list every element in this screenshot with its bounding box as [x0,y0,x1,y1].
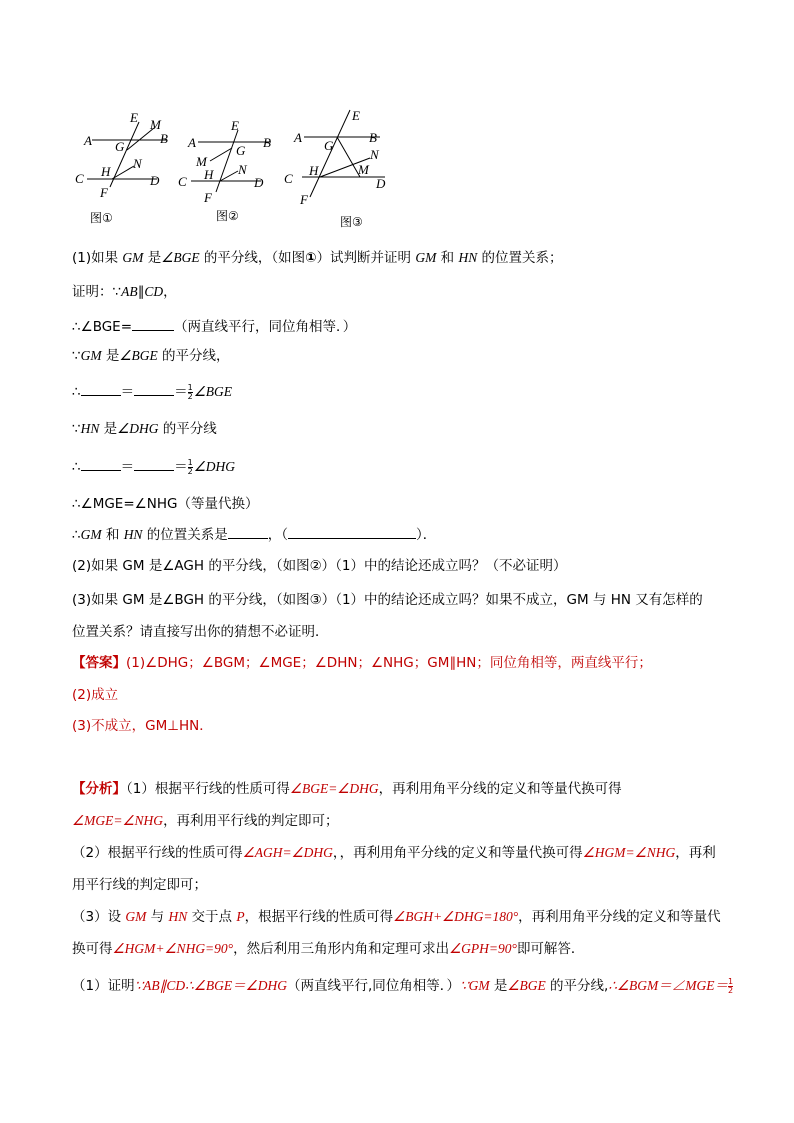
answer-blank[interactable] [81,456,121,471]
fraction-half: $\frac{1}{2}$ [187,457,193,476]
fig2-label-B: B [263,135,271,150]
figure-2 [176,110,286,229]
fig1-label-C: C [75,171,84,186]
answer-label: 【答案】 [72,655,126,671]
proof-line-7: ∴∠MGE=∠NHG（等量代换） [72,496,259,512]
answer-blank[interactable] [132,316,174,331]
figure-3-diagram [280,100,395,230]
fig1-label-B: B [160,131,168,146]
fig3-caption: 图③ [340,215,363,229]
answer-line-2: (2)成立 [72,687,119,703]
figure-2-diagram [176,110,286,225]
fig2-label-N: N [238,162,247,177]
fig2-label-M: M [196,154,207,169]
fig2-label-G: G [236,143,246,158]
proof-line-8: ∴GM 和 HN 的位置关系是 ，（ ）． [72,524,436,545]
fig2-label-H: H [204,167,214,182]
answer-blank[interactable] [81,381,121,396]
question-2: (2)如果 GM 是∠AGH 的平分线，（如图②）（1）中的结论还成立吗？（不必证明） [72,558,567,574]
question-3-line-2: 位置关系？请直接写出你的猜想不必证明． [72,624,329,640]
fig3-label-F: F [300,192,308,207]
fig2-label-F: F [204,190,212,205]
analysis-line-3: （2）根据平行线的性质可得∠AGH=∠DHG，，再利用角平分线的定义和等量代换可得∠HGM=∠NHG，再利 [72,845,716,861]
answer-blank[interactable] [134,456,174,471]
answer-line-3: (3)不成立，GM⊥HN． [72,718,213,734]
fig1-label-E: E [130,110,138,125]
analysis-line-5: （3）设 GM 与 HN 交于点 P，根据平行线的性质可得∠BGH+∠DHG=180°，再利用角平分线的定义和等量代 [72,909,721,925]
proof-line-3: ∵GM 是∠BGE 的平分线， [72,348,230,364]
proof-line-5: ∵HN 是∠DHG 的平分线 [72,421,217,437]
question-1: (1)如果 GM 是∠BGE 的平分线，（如图①）试判断并证明 GM 和 HN 的位置关系； [72,250,563,266]
fig3-label-H: H [309,163,319,178]
fig1-label-N: N [133,156,142,171]
figure-3 [280,100,395,234]
fig1-label-F: F [100,185,108,200]
proof-line-4: ∴ ＝ ＝ $\frac{1}{2}$ ∠BGE [72,382,233,401]
analysis-line-4: 用平行线的判定即可； [72,877,207,893]
fig1-label-H: H [101,164,111,179]
answer-blank[interactable] [288,524,416,539]
fig3-label-M: M [358,162,369,177]
solution-line-1: （1）证明∵AB∥CD∴∠BGE＝∠DHG（两直线平行,同位角相等．）∵GM 是∠BGE 的平分线,∴∠BGM＝∠MGE＝ $\frac{1}{2}$ [72,976,734,995]
fig3-label-G: G [324,138,334,153]
proof-line-6: ∴ ＝ ＝ $\frac{1}{2}$ ∠DHG [72,457,236,476]
fig3-label-E: E [352,108,360,123]
answer-blank[interactable] [228,524,268,539]
fig2-label-A: A [188,135,196,150]
answer-line-1: 【答案】(1)∠DHG；∠BGM；∠MGE；∠DHN；∠NHG；GM∥HN；同位角相等，两直线平行； [72,655,652,671]
figure-1-diagram [72,110,182,225]
figure-1 [72,110,182,229]
fig1-label-A: A [84,133,92,148]
proof-line-1: 证明：∵AB∥CD， [72,284,177,300]
fig1-label-D: D [150,173,160,188]
fig3-label-D: D [376,176,386,191]
fig2-label-C: C [178,174,187,189]
fig3-label-C: C [284,171,293,186]
fig1-label-M: M [150,117,161,132]
fig3-label-B: B [369,130,377,145]
fraction-half: $\frac{1}{2}$ [187,382,193,401]
fig1-label-G: G [115,139,125,154]
analysis-line-6: 换可得∠HGM+∠NHG=90°，然后利用三角形内角和定理可求出∠GPH=90°即可解答． [72,941,585,957]
proof-line-2: ∴∠BGE= （两直线平行，同位角相等．） [72,316,356,337]
answer-blank[interactable] [134,381,174,396]
analysis-line-2: ∠MGE=∠NHG，再利用平行线的判定即可； [72,813,339,829]
question-3-line-1: (3)如果 GM 是∠BGH 的平分线，（如图③）（1）中的结论还成立吗？如果不成立，GM 与 HN 又有怎样的 [72,592,703,608]
fig3-label-A: A [294,130,302,145]
fig3-label-N: N [370,147,379,162]
fig2-caption: 图② [216,209,239,223]
fig2-label-E: E [231,118,239,133]
analysis-line-1: 【分析】（1）根据平行线的性质可得∠BGE=∠DHG，再利用角平分线的定义和等量代换可得 [72,781,622,797]
fraction-half: $\frac{1}{2}$ [728,976,734,995]
fig2-label-D: D [254,175,264,190]
analysis-label: 【分析】 [72,781,126,797]
fig1-caption: 图① [90,211,113,225]
